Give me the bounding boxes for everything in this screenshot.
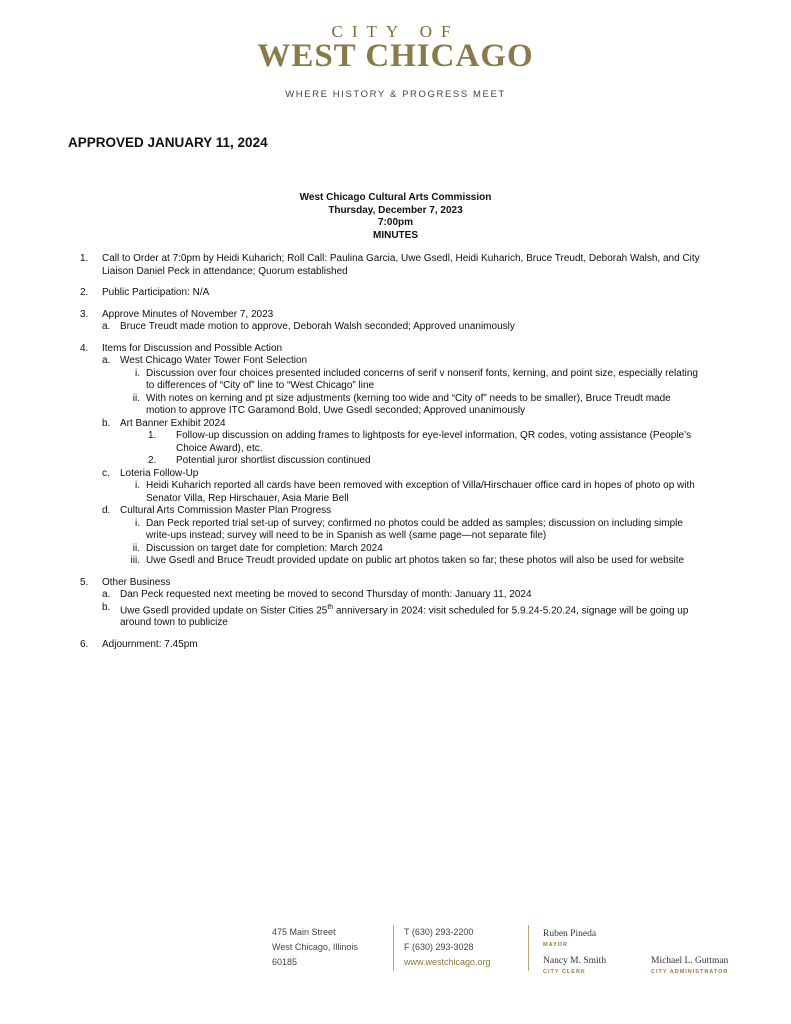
approved-stamp: APPROVED JANUARY 11, 2024 — [68, 135, 268, 150]
sub-item-text: Bruce Treudt made motion to approve, Deborah Walsh seconded; Approved unanimously — [120, 321, 515, 332]
sub-sub-item-label: i. — [135, 517, 140, 529]
official-name: Ruben Pineda — [543, 929, 597, 939]
footer-clerk — [543, 956, 606, 978]
sub-item — [102, 321, 700, 334]
item-text: Adjournment: 7.45pm — [102, 638, 198, 650]
sub-sub-item-text: Discussion on target date for completion: March 2024 — [146, 542, 383, 554]
sub-sub-item-label: ii. — [132, 542, 140, 554]
sub-item-text: Cultural Arts Commission Master Plan Progress — [120, 505, 332, 516]
sub-sub-item-label: 1. — [148, 430, 157, 441]
sub-sub-item — [120, 393, 700, 418]
footer-divider — [528, 925, 529, 971]
footer-website-link[interactable]: www.westchicago.org — [404, 957, 491, 967]
letterhead-city-of: CITY OF — [331, 22, 460, 41]
letterhead-tagline: WHERE HISTORY & PROGRESS MEET — [285, 89, 506, 100]
footer-zip: 60185 — [272, 957, 298, 967]
official-role: MAYOR — [543, 942, 568, 948]
item-text: Approve Minutes of November 7, 2023 — [102, 308, 274, 320]
item-text: Call to Order at 7:0pm by Heidi Kuharich; Roll Call: Paulina Garcia, Uwe Gsedl, Heidi Kuharich, Bruce Treudt, Deborah Walsh, and City Liaison Daniel Peck in attendance; Quorum established — [102, 253, 700, 277]
agenda-item-2 — [80, 287, 700, 300]
sub-item-text: Art Banner Exhibit 2024 — [120, 417, 226, 429]
sub-item — [102, 589, 700, 602]
sub-item — [102, 505, 700, 568]
sub-sub-item-label: iii. — [130, 555, 140, 566]
sub-sub-item — [120, 455, 700, 468]
sub-item-text — [120, 602, 700, 630]
agenda-item-4 — [80, 343, 700, 568]
sub-item-label: d. — [102, 505, 111, 516]
sub-sub-item — [120, 543, 700, 556]
sub-sub-item-text: With notes on kerning and pt size adjustments (kerning too wide and “City of” needs to be smaller), Bruce Treudt made motion to approve ITC Garamond Bold, Uwe Gsedl seconded; Approved unanimously — [146, 392, 671, 416]
footer-fax: F (630) 293-3028 — [404, 942, 474, 952]
footer-divider — [393, 925, 394, 971]
item-number: 1. — [80, 253, 89, 264]
sub-sub-item — [120, 368, 700, 393]
minutes-body — [80, 253, 700, 660]
sub-item-text: Dan Peck requested next meeting be moved to second Thursday of month: January 11, 2024 — [120, 589, 532, 600]
sub-sub-item-label: 2. — [148, 455, 157, 466]
item-number: 2. — [80, 287, 89, 298]
sub-item-text: West Chicago Water Tower Font Selection — [120, 355, 308, 366]
meeting-time: 7:00pm — [377, 217, 413, 228]
sub-sub-item — [120, 518, 700, 543]
text-part: anniversary in 2024: visit scheduled for 5.9.24-5.20.24, signage will be going up around town to publicize — [120, 604, 689, 629]
sub-item-label: b. — [102, 417, 111, 429]
agenda-item-3 — [80, 309, 700, 334]
sub-sub-item — [120, 555, 700, 568]
item-text: Public Participation: N/A — [102, 287, 210, 298]
item-number: 3. — [80, 308, 89, 320]
sub-sub-item-text: Dan Peck reported trial set-up of survey; confirmed no photos could be added as samples; discussion on including simple write-ups instead; survey will need to be in Spanish as well (same page—not separate file) — [146, 517, 683, 541]
agenda-item-5 — [80, 577, 700, 630]
sub-item-label: b. — [102, 601, 111, 613]
sub-sub-item-label: i. — [135, 367, 140, 379]
item-text: Other Business — [102, 576, 171, 588]
footer-administrator — [651, 956, 728, 978]
item-number: 4. — [80, 342, 89, 354]
meeting-date: Thursday, December 7, 2023 — [328, 204, 463, 216]
text-part: Uwe Gsedl provided update on Sister Cities 25 — [120, 604, 328, 616]
sub-sub-item-text: Follow-up discussion on adding frames to lightposts for eye-level information, QR codes, voting assistance (People’s Choice Award), etc. — [176, 430, 692, 454]
sub-sub-item-label: ii. — [132, 392, 140, 404]
sub-sub-item — [120, 430, 700, 455]
footer-phone: T (630) 293-2200 — [404, 927, 474, 937]
sub-sub-item-text: Potential juror shortlist discussion continued — [176, 455, 371, 466]
sub-item — [102, 602, 700, 630]
sub-item-text: Loteria Follow-Up — [120, 467, 199, 479]
official-role: CITY CLERK — [543, 969, 586, 975]
sub-sub-item-text: Heidi Kuharich reported all cards have been removed with exception of Villa/Hirschauer office card in hopes of photo op with Senator Villa, Rep Hirschauer, Asia Marie Bell — [146, 480, 695, 504]
document-type: MINUTES — [373, 229, 418, 241]
superscript: th — [327, 603, 334, 611]
sub-item-label: a. — [102, 321, 111, 332]
sub-item-label: c. — [102, 467, 110, 479]
footer-address — [272, 925, 358, 970]
item-text: Items for Discussion and Possible Action — [102, 342, 283, 354]
sub-sub-item-label: i. — [135, 480, 140, 491]
official-name: Nancy M. Smith — [543, 956, 607, 966]
footer-contact — [404, 925, 491, 970]
sub-item — [102, 468, 700, 506]
sub-item-label: a. — [102, 589, 111, 600]
sub-sub-item-text: Uwe Gsedl and Bruce Treudt provided update on public art photos taken so far; these photos will also be used for website — [146, 555, 685, 566]
sub-sub-item-text: Discussion over four choices presented included concerns of serif v nonserif fonts, kerning, and point size, especially relating to differences of “City of” line to “West Chicago” line — [146, 367, 698, 391]
footer-street: 475 Main Street — [272, 927, 336, 937]
footer-city: West Chicago, Illinois — [272, 942, 358, 952]
sub-item — [102, 355, 700, 418]
item-number: 6. — [80, 638, 89, 650]
meeting-org: West Chicago Cultural Arts Commission — [299, 192, 492, 203]
sub-item — [102, 418, 700, 468]
meeting-header — [0, 192, 791, 242]
agenda-item-6 — [80, 639, 700, 652]
footer-mayor — [543, 929, 596, 951]
official-role: CITY ADMINISTRATOR — [651, 969, 729, 975]
letterhead-city-name: WEST CHICAGO — [257, 38, 534, 74]
item-number: 5. — [80, 576, 89, 588]
agenda-item-1 — [80, 253, 700, 278]
sub-sub-item — [120, 480, 700, 505]
sub-item-label: a. — [102, 355, 111, 366]
official-name: Michael L. Guttman — [651, 956, 729, 966]
